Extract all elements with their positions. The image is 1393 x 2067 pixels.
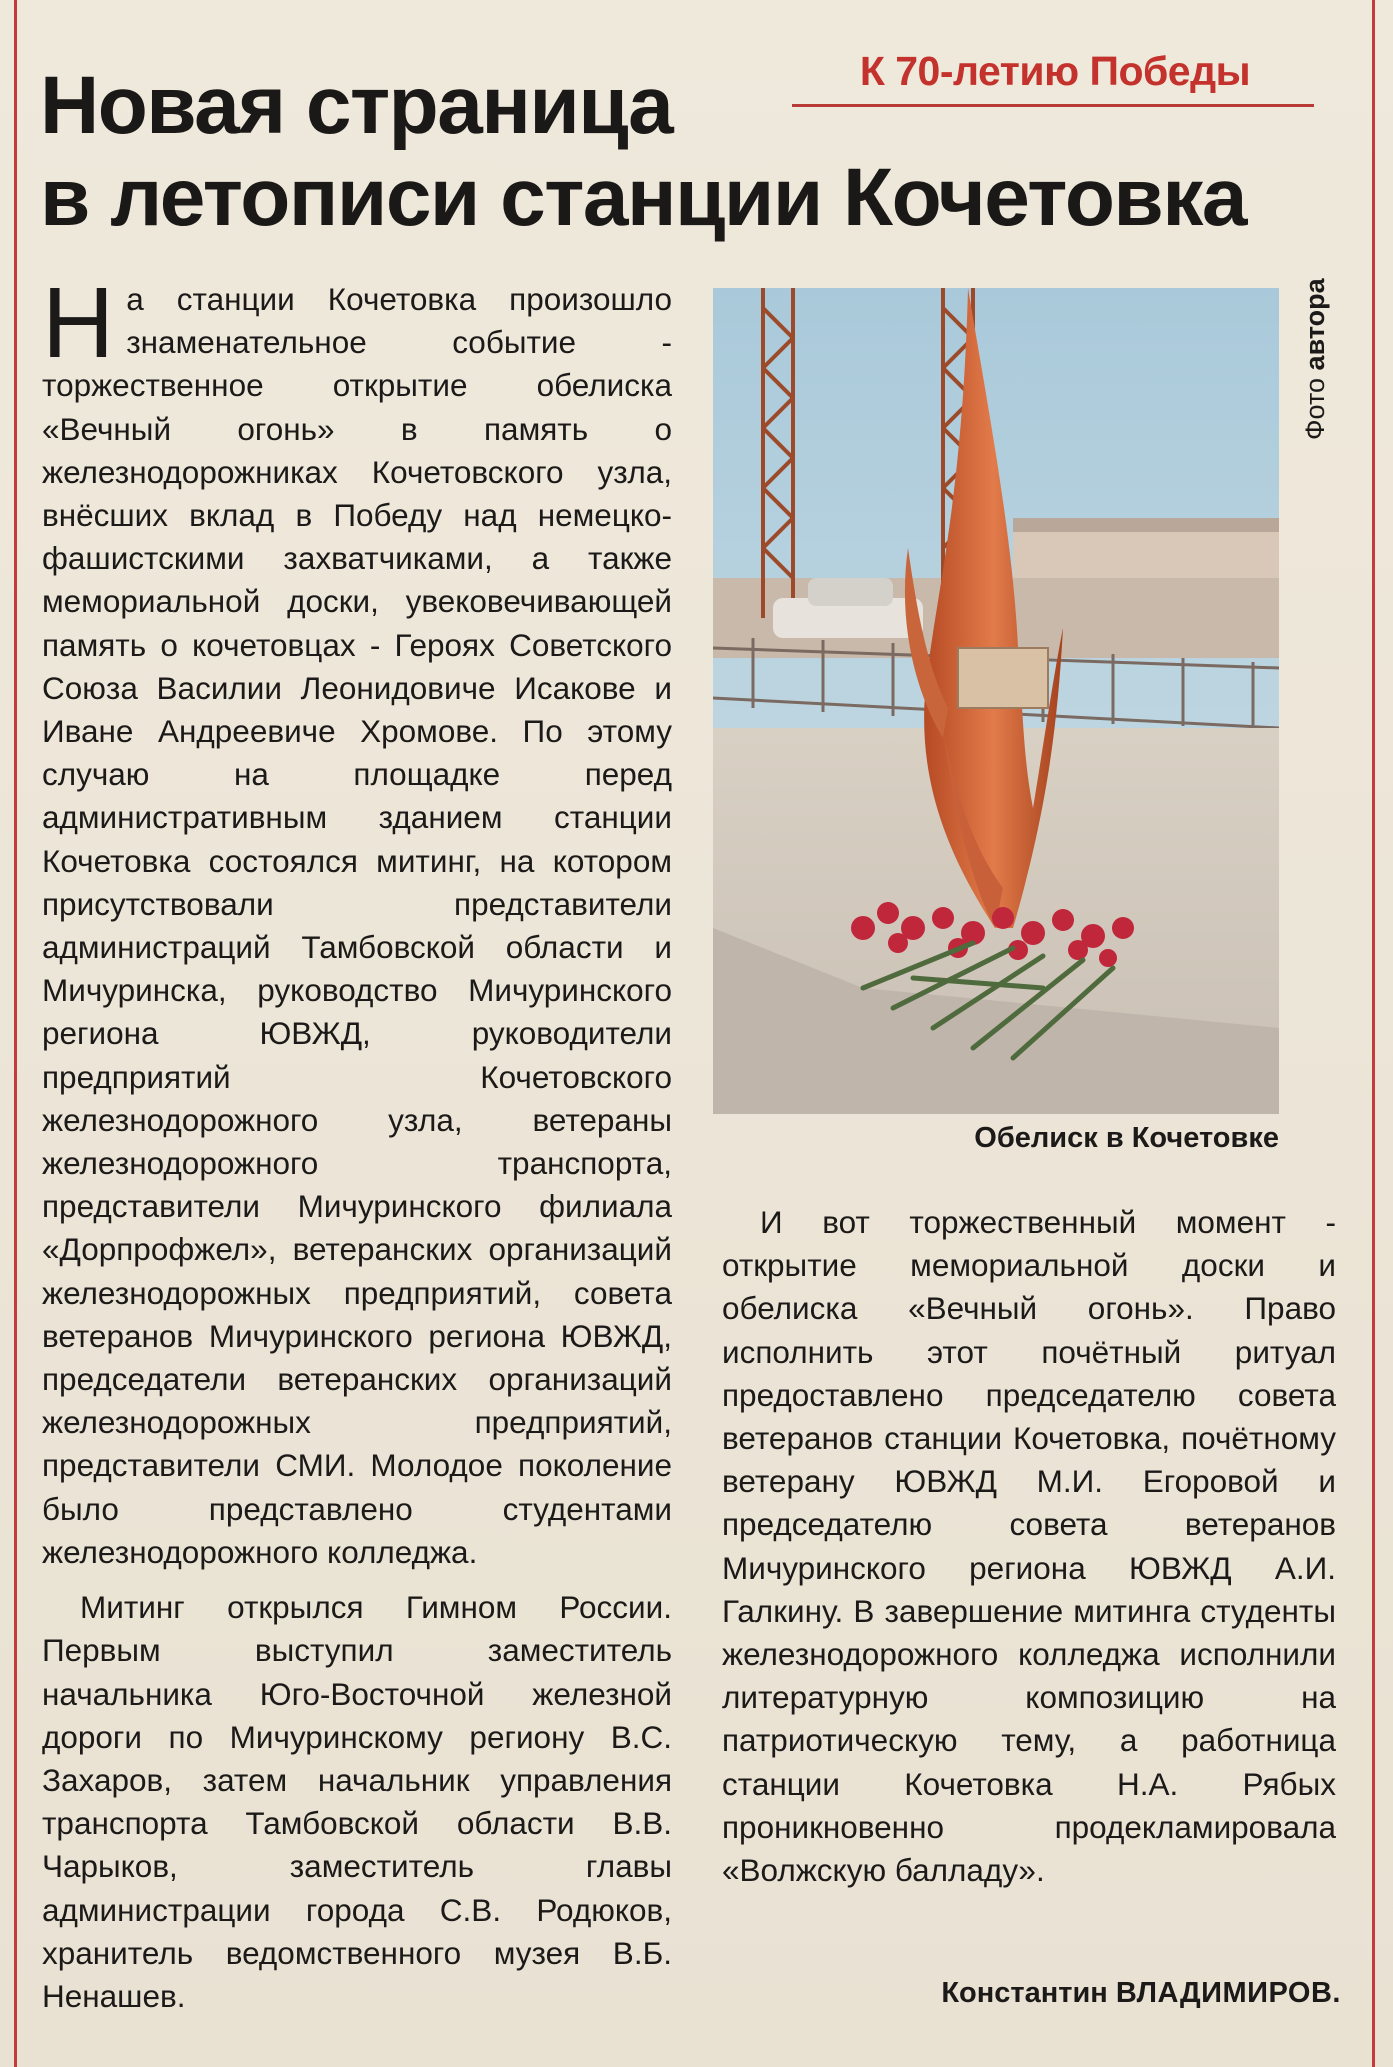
photo-credit-prefix: Фото [1300,377,1330,440]
paragraph-rally: Митинг открылся Гимном России. Первым выступил заместитель начальника Юго-Восточной железной дороги по Мичуринскому региону В.С. Захаров, затем начальник управления транспорта Тамбовской области В.В. Чарыков, заместитель главы администрации города С.В. Родюков, хранитель ведомственного музея В.Б. Ненашев. [42,1589,672,2014]
right-margin-rule [1372,0,1375,2067]
rubric-label: К 70-летию Победы [859,48,1251,94]
obelisk-photo-image [713,288,1279,1114]
article-headline [40,60,1360,244]
photo-caption: Обелиск в Кочетовке [974,1122,1279,1154]
right-column [722,1201,1336,1892]
author-first-name: Константин [941,1977,1108,2009]
left-margin-rule [14,0,17,2067]
headline-line-1: Новая страница [40,60,673,151]
drop-cap: Н [42,267,115,379]
lead-text: а станции Кочетовка произошло знаменательное событие - торжественное открытие обелиска «Вечный огонь» в память о железнодорожниках Кочетовского узла, внёсших вклад в Победу над немецко-фашистскими захватчиками, а также мемориальной доски, увековечивающей память о кочетовцах - Героях Советского Союза Василии Леонидовиче Исакове и Иване Андреевиче Хромове. По этому случаю на площадке перед административным зданием станции Кочетовка состоялся митинг, на котором присутствовали представители администраций Тамбовской области и Мичуринска, руководство Мичуринского региона ЮВЖД, руководители предприятий Кочетовского железнодорожного узла, ветераны железнодорожного транспорта, представители Мичуринского филиала «Дорпрофжел», ветеранских организаций железнодорожных предприятий, совета ветеранов Мичуринского региона ЮВЖД, председатели ветеранских организаций железнодорожных предприятий, представители СМИ. Молодое поколение было представлено студентами железнодорожного колледжа. [42,281,672,1570]
obelisk-photo [713,288,1279,1114]
photo-credit-name: автора [1300,278,1330,371]
headline-line-2: в летописи станции Кочетовка [40,152,1246,243]
left-column [42,267,672,2018]
lead-paragraph [42,267,672,1574]
photo-credit [1300,278,1331,440]
author-signature [722,1977,1341,2010]
paragraph-ceremony: И вот торжественный момент - открытие мемориальной доски и обелиска «Вечный огонь». Право исполнить этот почётный ритуал предоставлено председателю совета ветеранов станции Кочетовка, почётному ветерану ЮВЖД М.И. Егоровой и председателю совета ветеранов Мичуринского региона ЮВЖД А.И. Галкину. В завершение митинга студенты железнодорожного колледжа исполнили литературную композицию на патриотическую тему, а работница станции Кочетовка Н.А. Рябых проникновенно продекламировала «Волжскую балладу». [722,1204,1336,1889]
author-last-name: ВЛАДИМИРОВ. [1115,1977,1341,2009]
